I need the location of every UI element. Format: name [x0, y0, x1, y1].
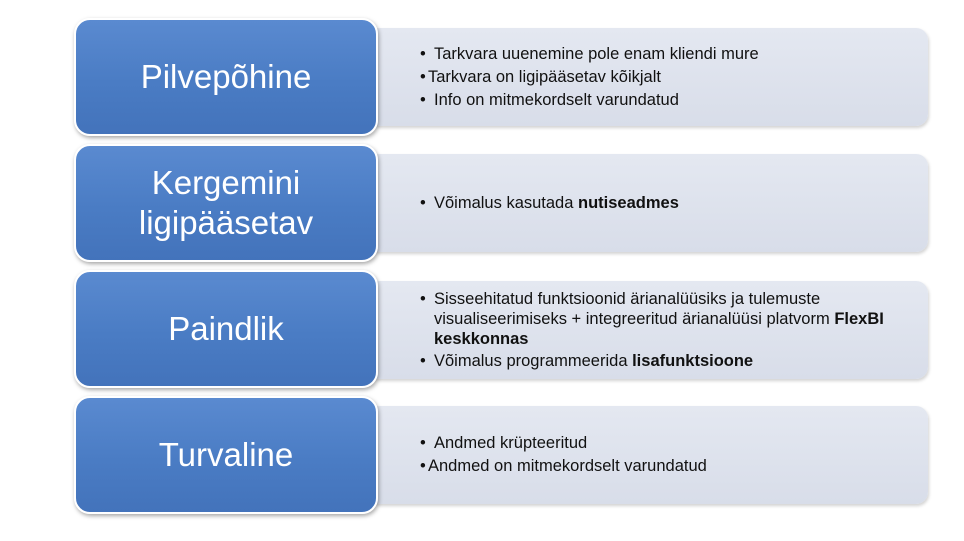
header-title: Pilvepõhine: [140, 58, 312, 95]
header-box-pilvepohine: [74, 18, 378, 136]
bullet-item: [420, 289, 904, 349]
description-panel-turvaline: [368, 406, 928, 504]
bullet-list: [420, 287, 904, 374]
header-title-line1: Kergemini: [151, 164, 301, 201]
bullet-list: [420, 431, 904, 479]
header-box-paindlik: [74, 270, 378, 388]
header-title: Turvaline: [158, 436, 294, 473]
bullet-bold-text: nutiseadmes: [578, 193, 679, 212]
bullet-item: • Info on mitmekordselt varundatud: [420, 90, 904, 111]
description-panel-kergemini-ligipaasetav: [368, 154, 928, 252]
header-box-kergemini-ligipaasetav: [74, 144, 378, 262]
bullet-item: • Tarkvara uuenemine pole enam kliendi mure: [420, 44, 904, 65]
bullet-text: Võimalus kasutada: [434, 193, 578, 212]
description-panel-paindlik: [368, 281, 928, 379]
bullet-bold-text: lisafunktsioone: [632, 351, 754, 370]
bullet-item: • Tarkvara on ligipääsetav kõikjalt: [420, 67, 904, 88]
bullet-item: [420, 351, 904, 372]
bullet-list: [420, 42, 904, 113]
bullet-item: • Andmed krüpteeritud: [420, 433, 904, 454]
header-title-line2: ligipääsetav: [138, 204, 314, 241]
description-panel-pilvepohine: [368, 28, 928, 126]
header-box-turvaline: [74, 396, 378, 514]
header-title: Paindlik: [168, 310, 284, 347]
bullet-bold-text: FlexBI keskkonnas: [434, 309, 884, 348]
bullet-list: [420, 191, 904, 216]
bullet-text: Sisseehitatud funktsioonid ärianalüüsiks ja tulemuste visualiseerimiseks + integreeritud ärianalüüsi platvorm: [434, 289, 835, 328]
bullet-text: Võimalus programmeerida: [434, 351, 633, 370]
bullet-item: [420, 193, 904, 214]
bullet-item: • Andmed on mitmekordselt varundatud: [420, 456, 904, 477]
